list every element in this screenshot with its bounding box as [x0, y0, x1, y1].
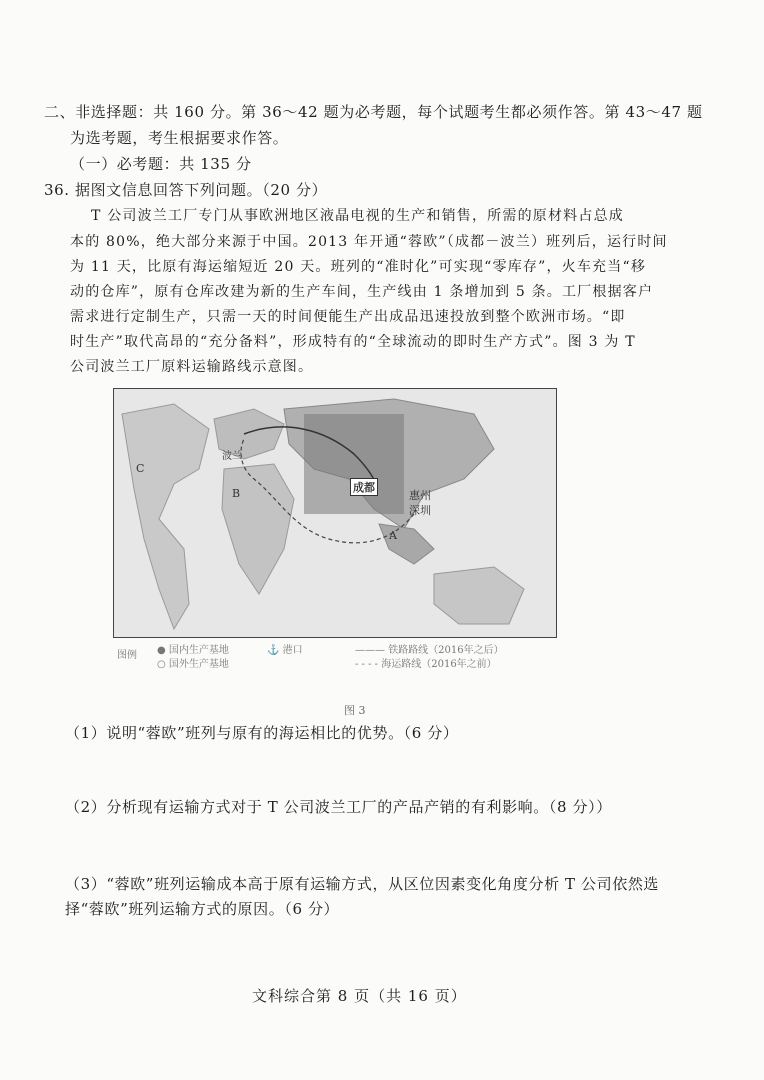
label-c: C — [136, 462, 145, 475]
paragraph-line: T 公司波兰工厂专门从事欧洲地区液晶电视的生产和销售，所需的原材料占总成 — [91, 208, 624, 224]
sub-question-2: （2）分析现有运输方式对于 T 公司波兰工厂的产品产销的有利影响。（8 分）） — [65, 798, 612, 816]
legend-title: 图例 — [117, 650, 137, 661]
legend-rail: ——— 铁路路线（2016年之后） — [355, 645, 504, 656]
sub-question-3-line-1: （3）“蓉欧”班列运输成本高于原有运输方式，从区位因素变化角度分析 T 公司依然选 — [65, 875, 660, 893]
required-heading: （一）必考题：共 135 分 — [70, 155, 252, 173]
paragraph-line: 时生产”取代高昂的“充分备料”，形成特有的“全球流动的即时生产方式”。图 3 为 T — [70, 334, 636, 350]
paragraph-line: 公司波兰工厂原料运输路线示意图。 — [70, 359, 314, 375]
paragraph-line: 动的仓库”，原有仓库改建为新的生产车间，生产线由 1 条增加到 5 条。工厂根据客户 — [70, 284, 654, 300]
paragraph-line: 为 11 天，比原有海运缩短近 20 天。班列的“准时化”可实现“零库存”，火车充当“移 — [70, 259, 647, 275]
label-b: B — [232, 487, 241, 500]
section-heading-line-2: 为选考题，考生根据要求作答。 — [70, 129, 289, 147]
section-heading-line-1: 二、非选择题：共 160 分。第 36～42 题为必考题，每个试题考生都必须作答。第 43～47 题 — [44, 103, 703, 121]
label-chengdu: 成都 — [350, 478, 378, 496]
world-map-graphic — [114, 389, 556, 637]
paragraph-line: 需求进行定制生产，只需一天的时间便能生产出成品迅速投放到整个欧洲市场。“即 — [70, 309, 626, 325]
label-a: A — [389, 529, 397, 542]
paragraph-line: 本的 80%，绝大部分来源于中国。2013 年开通“蓉欧”（成都－波兰）班列后，运行时间 — [70, 234, 668, 250]
label-huizhou: 惠州 — [409, 489, 431, 502]
sub-question-3-line-2: 择“蓉欧”班列运输方式的原因。（6 分） — [65, 900, 340, 918]
map-legend — [117, 641, 567, 669]
legend-sea: - - - - 海运路线（2016年之前） — [355, 659, 497, 670]
legend-domestic: ● 国内生产基地 — [157, 645, 229, 656]
route-map — [113, 388, 557, 638]
legend-foreign: ○ 国外生产基地 — [157, 659, 229, 670]
sub-question-1: （1）说明“蓉欧”班列与原有的海运相比的优势。（6 分） — [65, 724, 459, 742]
figure-caption: 图 3 — [344, 704, 366, 717]
page-footer: 文科综合第 8 页（共 16 页） — [252, 987, 467, 1005]
label-shenzhen: 深圳 — [409, 504, 431, 517]
question-title: 36. 据图文信息回答下列问题。（20 分） — [44, 181, 328, 199]
label-poland: 波兰 — [222, 451, 242, 462]
legend-port: ⚓ 港口 — [267, 645, 303, 656]
